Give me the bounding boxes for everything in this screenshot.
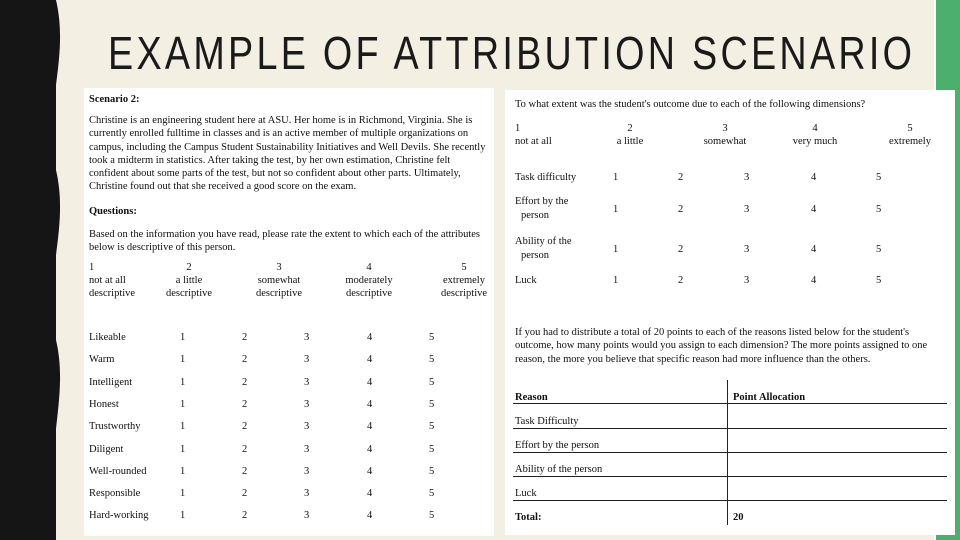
points-column-header: Point Allocation [733, 392, 806, 403]
rating-option: 3 [304, 398, 310, 410]
rating-option: 3 [304, 376, 310, 388]
rating-option: 3 [744, 244, 750, 255]
scale-label: a little [175, 275, 203, 286]
scale-number: 2 [627, 123, 633, 134]
rating-option: 3 [744, 172, 750, 183]
rating-option: 4 [367, 332, 373, 343]
point-distribution-question: If you had to distribute a total of 20 points to each of the reasons listed below for the student's outcome, how many points would you assign to each dimension? The more points assigned to one reason, the more you believe that specific reason had more influence than the others. [515, 327, 928, 365]
attribute-label: Likeable [89, 332, 126, 343]
attribute-label: Hard-working [89, 510, 149, 522]
scale-number: 5 [907, 123, 913, 134]
scale-label: extremely [889, 136, 931, 147]
scale-number: 1 [515, 123, 521, 134]
scale-label: extremely [443, 275, 485, 286]
scale-label: descriptive [440, 288, 488, 299]
attribute-label: Responsible [89, 488, 141, 500]
rating-option: 1 [613, 244, 619, 255]
rating-option: 3 [304, 443, 310, 455]
left-wave-decoration [30, 0, 90, 540]
scale-number: 3 [722, 123, 728, 134]
attribution-questions-document [505, 90, 955, 535]
scale-label: not at all [89, 275, 126, 286]
rating-option: 1 [180, 398, 186, 410]
rating-option: 2 [242, 398, 248, 410]
scale-label: a little [616, 136, 644, 147]
rating-option: 2 [242, 332, 248, 343]
total-label: Total: [515, 512, 542, 523]
rating-option: 5 [429, 376, 435, 388]
dimension-label: person [521, 250, 549, 261]
scale-label: somewhat [257, 275, 301, 286]
rating-option: 1 [180, 332, 186, 343]
rating-option: 3 [304, 354, 310, 366]
rating-option: 2 [678, 204, 684, 215]
rating-option: 2 [242, 376, 248, 388]
rating-option: 4 [367, 376, 373, 388]
scale-number: 2 [186, 262, 192, 273]
scale-number: 4 [366, 262, 372, 273]
rating-option: 4 [367, 398, 373, 410]
rating-option: 4 [811, 244, 817, 255]
table-row-divider [513, 476, 947, 477]
table-row-divider [513, 428, 947, 429]
rating-option: 5 [429, 421, 435, 433]
attribute-label: Well-rounded [89, 465, 147, 477]
rating-option: 4 [367, 465, 373, 477]
scale-number: 5 [461, 262, 467, 273]
rating-option: 2 [242, 443, 248, 455]
slide-title: EXAMPLE OF ATTRIBUTION SCENARIO [108, 27, 916, 79]
rating-option: 5 [429, 465, 435, 477]
dimension-label: Ability of the [515, 236, 572, 247]
reason-row-label: Luck [515, 488, 537, 499]
dimension-label: person [521, 210, 549, 221]
scale-number: 4 [812, 123, 818, 134]
scale-label: descriptive [165, 288, 213, 299]
questions-label: Questions: [89, 206, 137, 217]
rating-option: 1 [180, 443, 186, 455]
rating-option: 4 [811, 275, 817, 286]
rating-option: 2 [242, 510, 248, 522]
rating-option: 4 [367, 443, 373, 455]
scale-label: descriptive [345, 288, 393, 299]
rating-option: 3 [744, 275, 750, 286]
scale-label: very much [792, 136, 838, 147]
rating-option: 5 [429, 510, 435, 522]
reason-row-label: Task Difficulty [515, 416, 579, 427]
scale-number: 3 [276, 262, 282, 273]
dimension-label: Task difficulty [515, 172, 577, 183]
rating-option: 2 [678, 172, 684, 183]
rating-option: 2 [678, 275, 684, 286]
scenario-document [84, 88, 494, 536]
rating-option: 4 [811, 204, 817, 215]
rating-option: 1 [613, 204, 619, 215]
rating-option: 5 [429, 488, 435, 500]
rating-option: 5 [876, 275, 882, 286]
table-row-divider [513, 500, 947, 501]
reason-row-label: Effort by the person [515, 440, 600, 451]
scenario-heading: Scenario 2: [89, 94, 140, 105]
rating-option: 2 [242, 354, 248, 366]
rating-option: 5 [876, 204, 882, 215]
rating-option: 4 [367, 488, 373, 500]
dimension-question: To what extent was the student's outcome due to each of the following dimensions? [515, 99, 866, 110]
scale-label: descriptive [255, 288, 303, 299]
scale-label: moderately [345, 275, 393, 286]
rating-option: 5 [429, 443, 435, 455]
rating-instruction: Based on the information you have read, please rate the extent to which each of the attributes below is descriptive of this person. [89, 229, 480, 254]
rating-option: 4 [811, 172, 817, 183]
rating-option: 1 [180, 510, 186, 522]
rating-option: 4 [367, 354, 373, 366]
rating-option: 1 [180, 376, 186, 388]
rating-option: 2 [242, 488, 248, 500]
rating-option: 3 [304, 421, 310, 433]
dimension-label: Luck [515, 275, 537, 286]
attribute-label: Trustworthy [89, 421, 141, 433]
attribute-label: Intelligent [89, 376, 133, 388]
rating-option: 5 [429, 332, 435, 343]
rating-option: 2 [242, 465, 248, 477]
rating-option: 5 [876, 172, 882, 183]
rating-option: 2 [678, 244, 684, 255]
scale-label: descriptive [89, 288, 136, 299]
rating-option: 4 [367, 421, 373, 433]
dimension-label: Effort by the [515, 196, 569, 207]
rating-option: 2 [242, 421, 248, 433]
rating-option: 3 [304, 332, 310, 343]
rating-option: 3 [744, 204, 750, 215]
rating-option: 1 [613, 275, 619, 286]
rating-option: 5 [876, 244, 882, 255]
rating-option: 5 [429, 354, 435, 366]
rating-option: 3 [304, 510, 310, 522]
reason-column-header: Reason [515, 392, 548, 403]
rating-option: 3 [304, 488, 310, 500]
attribute-label: Honest [89, 398, 119, 410]
scale-label: somewhat [703, 136, 747, 147]
scale-number: 1 [89, 262, 95, 273]
total-value: 20 [733, 512, 744, 523]
attribute-label: Diligent [89, 443, 124, 455]
rating-option: 1 [180, 354, 186, 366]
scenario-paragraph: Christine is an engineering student here at ASU. Her home is in Richmond, Virginia. She is currently enrolled fulltime in classes and is an active member of multiple organizations on campus, including the Campus Student Sustainability Initiatives and Well Devils. She recently took a midterm in statistics. After taking the test, by her own estimation, Christine felt confident about some parts of the test, but not so confident about other parts. Ultimately, Christine found out that she received a good score on the exam. [89, 115, 486, 193]
rating-option: 3 [304, 465, 310, 477]
attribute-label: Warm [89, 354, 115, 366]
rating-option: 4 [367, 510, 373, 522]
rating-option: 1 [613, 172, 619, 183]
reason-row-label: Ability of the person [515, 464, 603, 475]
scale-label: not at all [515, 136, 552, 147]
rating-option: 1 [180, 421, 186, 433]
rating-option: 1 [180, 465, 186, 477]
rating-option: 1 [180, 488, 186, 500]
table-row-divider [513, 452, 947, 453]
rating-option: 5 [429, 398, 435, 410]
